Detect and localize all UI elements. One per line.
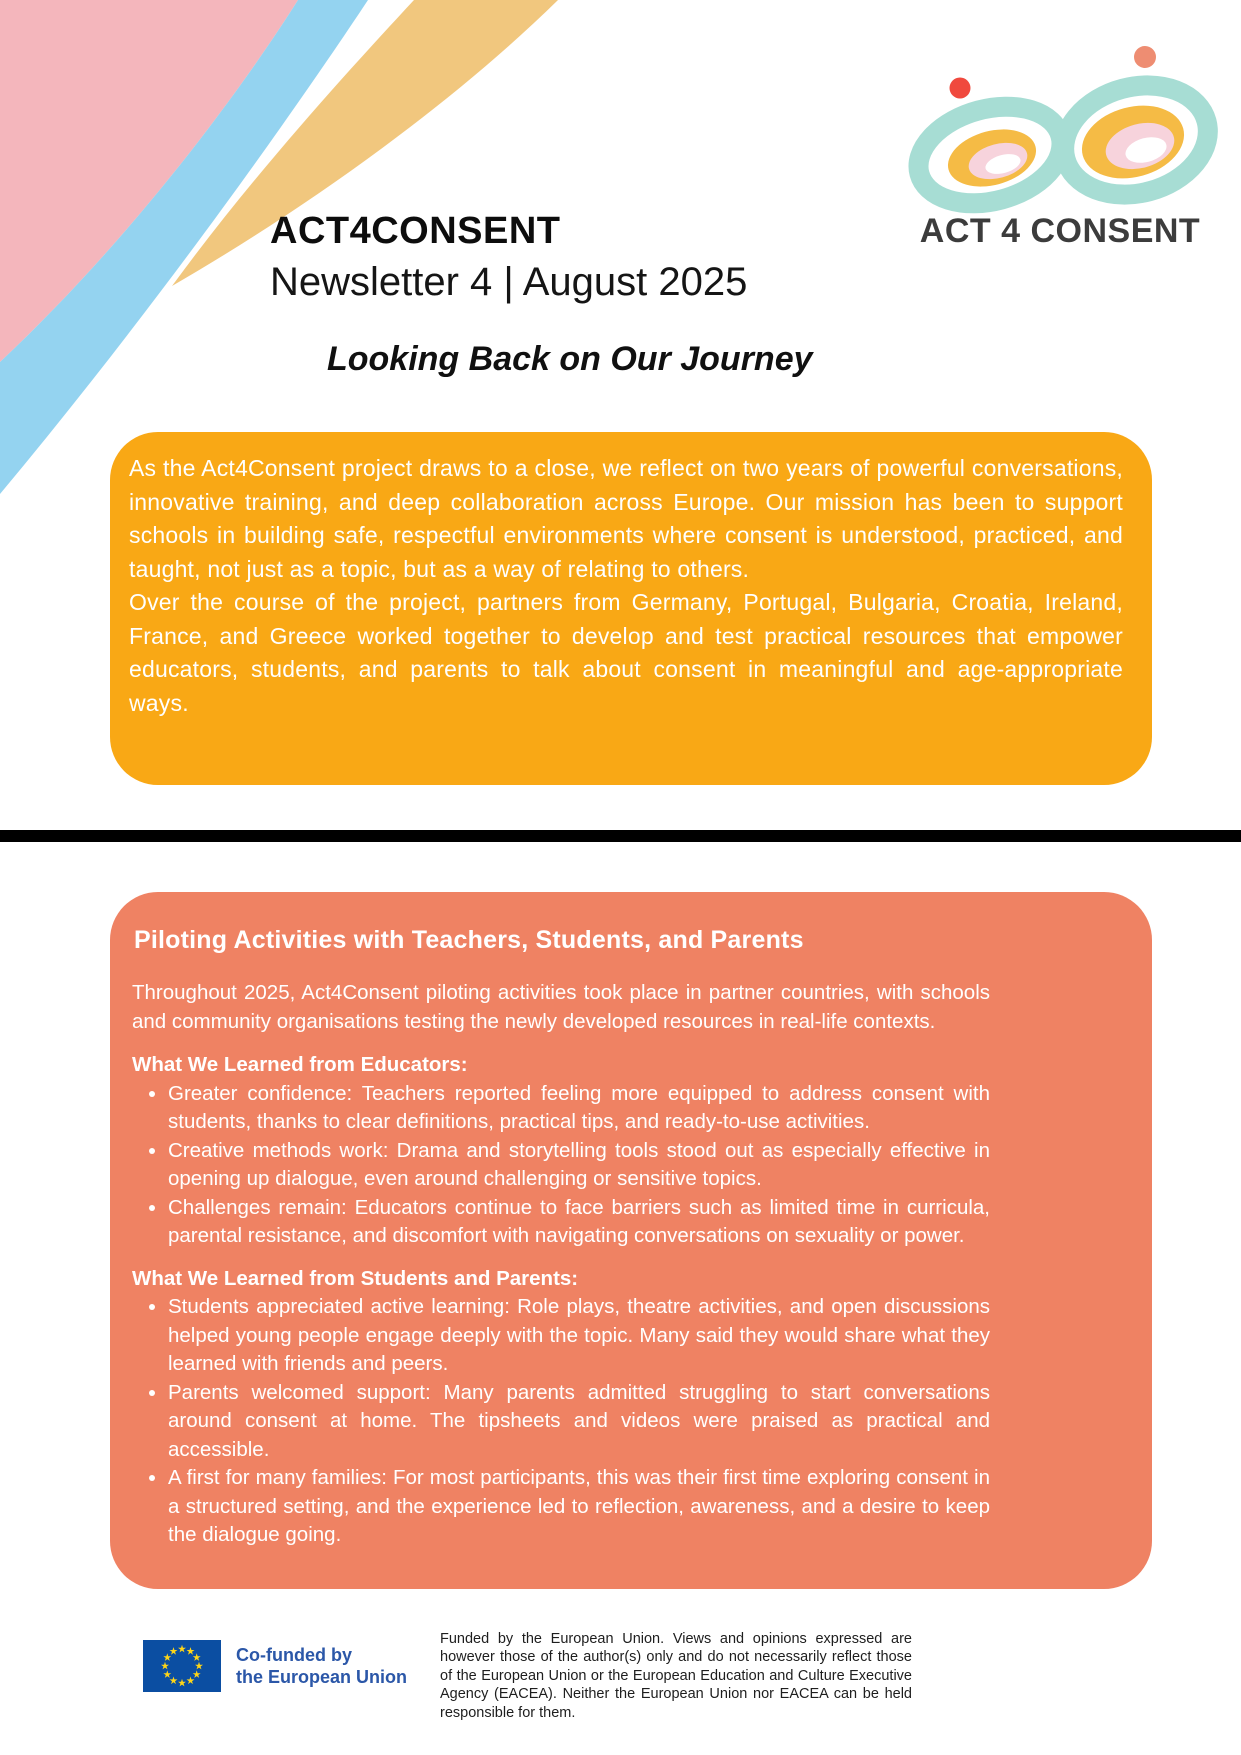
- list-item: • Students appreciated active learning: Role plays, theatre activities, and open discussions helped young people engage deeply with the topic. Many said they would share what they learned with friends and peers.: [168, 1293, 990, 1379]
- eu-cofunded-block: [143, 1640, 407, 1692]
- intro-paragraph-2: Over the course of the project, partners from Germany, Portugal, Bulgaria, Croatia, Ireland, France, and Greece worked together to develop and test practical resources that empower educators, students, and parents to talk about consent in meaningful and age-appropriate ways.: [129, 589, 1123, 716]
- page-subtitle: Newsletter 4 | August 2025: [270, 260, 748, 304]
- list-item: • Greater confidence: Teachers reported feeling more equipped to address consent with students, thanks to clear definitions, practical tips, and ready-to-use activities.: [168, 1080, 990, 1137]
- eu-label-line-2: the European Union: [236, 1667, 407, 1687]
- intro-paragraph-1: As the Act4Consent project draws to a close, we reflect on two years of powerful conversations, innovative training, and deep collaboration across Europe. Our mission has been to support schools in building safe, respectful environments where consent is understood, practiced, and taught, not just as a topic, but as a way of relating to others.: [129, 455, 1123, 582]
- logo-wordmark: ACT 4 CONSENT: [919, 212, 1201, 250]
- eu-cofunded-label: [236, 1644, 407, 1688]
- educators-subheading: What We Learned from Educators:: [132, 1053, 468, 1076]
- list-item: • Parents welcomed support: Many parents admitted struggling to start conversations around consent at home. The tipsheets and videos were praised as practical and accessible.: [168, 1379, 990, 1465]
- list-item: • A first for many families: For most participants, this was their first time exploring consent in a structured setting, and the experience led to reflection, awareness, and a desire to keep the dialogue going.: [168, 1464, 990, 1550]
- list-item: • Creative methods work: Drama and storytelling tools stood out as especially effective in opening up dialogue, even around challenging or sensitive topics.: [168, 1137, 990, 1194]
- eu-flag-icon: [143, 1640, 221, 1692]
- students-parents-bullet-list: [132, 1293, 990, 1550]
- funding-disclaimer: Funded by the European Union. Views and opinions expressed are however those of the author(s) only and do not necessarily reflect those of the European Union or the European Education and Culture Executive Agency (EACEA). Neither the European Union nor EACEA can be held responsible for them.: [440, 1631, 912, 1721]
- intro-box: [110, 432, 1152, 785]
- list-item: • Challenges remain: Educators continue to face barriers such as limited time in curricula, parental resistance, and discomfort with navigating conversations on sexuality or power.: [168, 1194, 990, 1251]
- piloting-box: [110, 892, 1152, 1589]
- act4consent-infinity-icon: [900, 40, 1220, 215]
- students-parents-subheading: What We Learned from Students and Parents:: [132, 1266, 579, 1290]
- section-divider: [0, 830, 1241, 842]
- educators-bullet-list: [132, 1080, 990, 1251]
- eu-label-line-1: Co-funded by: [236, 1645, 352, 1665]
- page-title: ACT4CONSENT: [270, 210, 561, 252]
- page-tagline: Looking Back on Our Journey: [327, 340, 813, 378]
- piloting-intro: Throughout 2025, Act4Consent piloting activities took place in partner countries, with schools and community organisations testing the newly developed resources in real-life contexts.: [132, 981, 990, 1033]
- pink-blob-shape: [0, 0, 298, 362]
- logo-salmon-dot: [1134, 46, 1156, 68]
- logo-red-dot: [950, 78, 971, 99]
- piloting-heading: Piloting Activities with Teachers, Students, and Parents: [134, 926, 804, 954]
